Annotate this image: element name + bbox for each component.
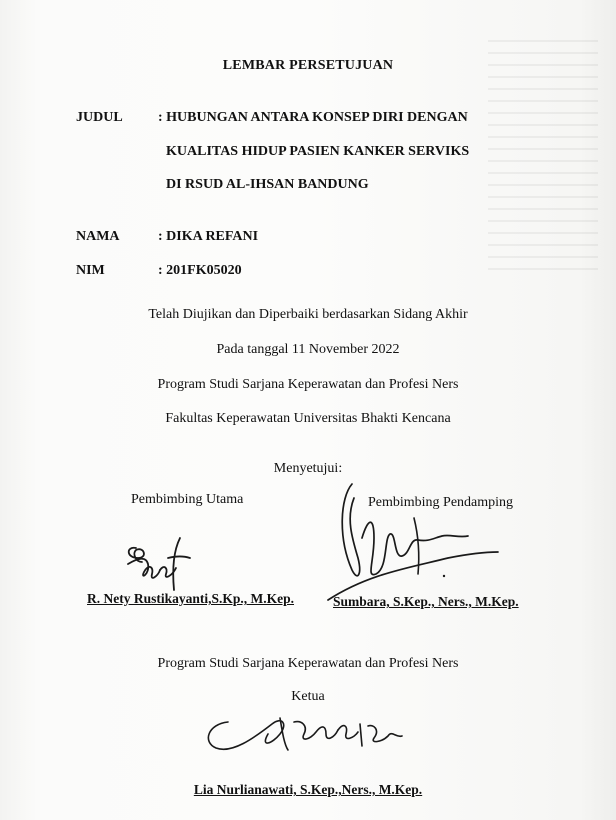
nama-value: : DIKA REFANI (158, 229, 259, 244)
statement-line-2: Pada tanggal 11 November 2022 (216, 342, 400, 357)
judul-line-1: : HUBUNGAN ANTARA KONSEP DIRI DENGAN (158, 110, 468, 125)
statement-line-1: Telah Diujikan dan Diperbaiki berdasarkan Sidang Akhir (148, 307, 468, 322)
judul-label: JUDUL (76, 110, 123, 125)
head-name: Lia Nurlianawati, S.Kep.,Ners., M.Kep. (193, 782, 423, 797)
advisor-co-role: Pembimbing Pendamping (368, 495, 514, 510)
statement-line-4: Fakultas Keperawatan Universitas Bhakti Kencana (165, 411, 451, 426)
nama-label: NAMA (76, 229, 120, 244)
document-title: LEMBAR PERSETUJUAN (222, 58, 394, 73)
statement-line-3: Program Studi Sarjana Keperawatan dan Profesi Ners (157, 377, 459, 392)
judul-line-2: KUALITAS HIDUP PASIEN KANKER SERVIKS (166, 144, 470, 159)
approval-label: Menyetujui: (273, 461, 343, 476)
advisor-main-signature (118, 528, 208, 600)
advisor-main-role: Pembimbing Utama (131, 492, 244, 507)
nim-value: : 201FK05020 (158, 263, 242, 278)
bleed-through-shadow (488, 40, 598, 270)
nim-label: NIM (76, 263, 105, 278)
judul-line-3: DI RSUD AL-IHSAN BANDUNG (166, 177, 369, 192)
head-program: Program Studi Sarjana Keperawatan dan Profesi Ners (157, 656, 459, 671)
advisor-co-name: Sumbara, S.Kep., Ners., M.Kep. (333, 594, 519, 609)
advisor-main-name: R. Nety Rustikayanti,S.Kp., M.Kep. (87, 591, 295, 606)
head-signature (198, 702, 428, 762)
advisor-co-signature (318, 478, 508, 608)
head-role: Ketua (291, 689, 325, 704)
